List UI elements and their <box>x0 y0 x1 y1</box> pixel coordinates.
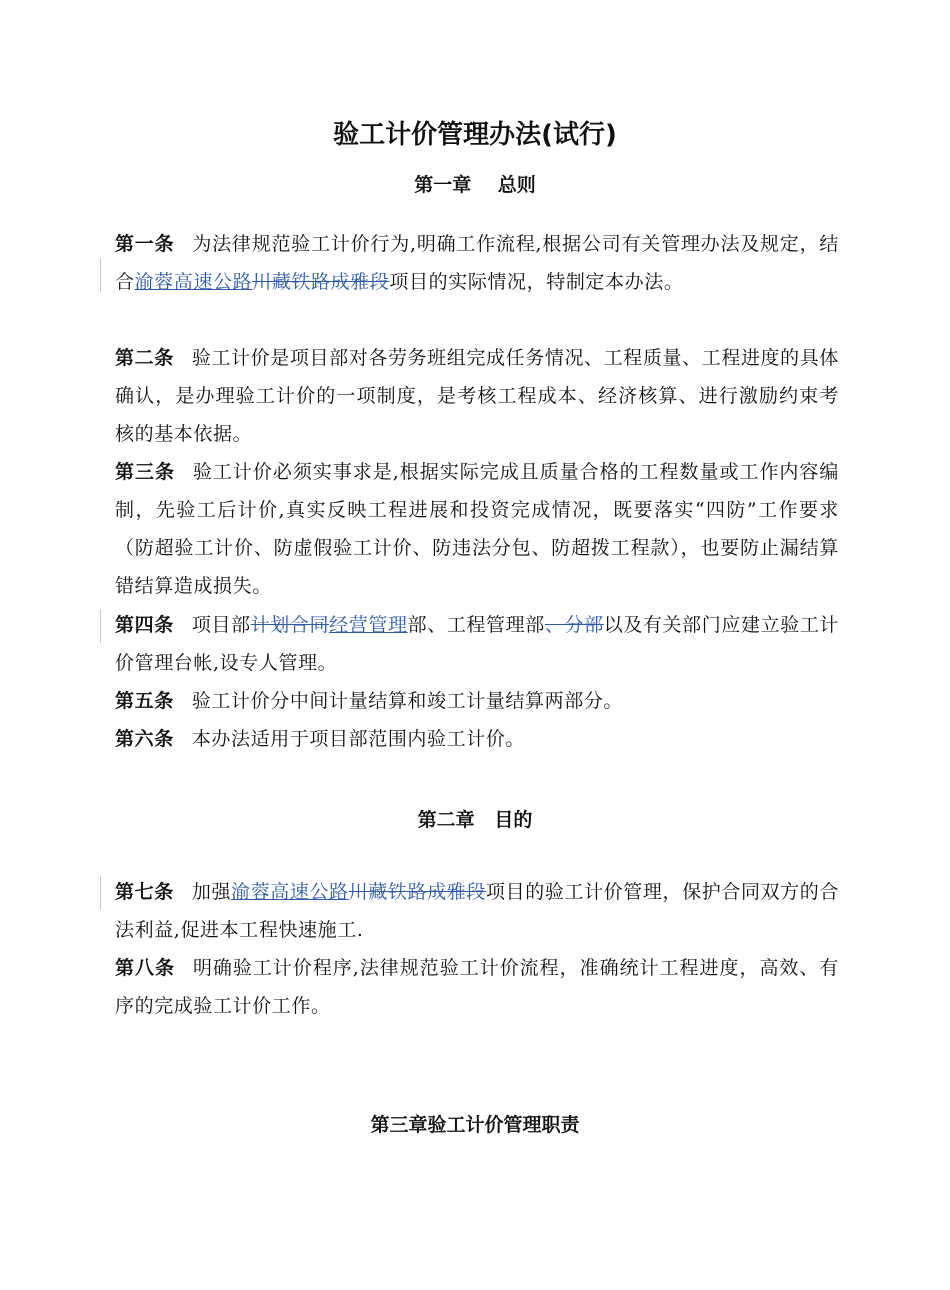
article-3-text: 验工计价必须实事求是,根据实际完成且质量合格的工程数量或工作内容编制，先验工后计价,真实反映工程进展和投资完成情况，既要落实“四防”工作要求（防超验工计价、防虚假验工计价、防违法分包、防超拨工程款），也要防止漏结算错结算造成损失。 <box>115 461 839 597</box>
article-1-text-2: 项目的实际情况，特制定本办法。 <box>389 271 684 293</box>
deleted-text: 、分部 <box>544 614 604 636</box>
article-5-text: 验工计价分中间计量结算和竣工计量结算两部分。 <box>191 690 624 712</box>
article-7-text-2: 项目的验工计价管理，保护合同双方的合法利益,促进本工程快速施工. <box>115 881 840 941</box>
chapter-2-heading: 第二章 目的 <box>417 809 533 831</box>
article-6 <box>115 720 839 758</box>
article-5 <box>115 682 839 720</box>
article-8-text: 明确验工计价程序,法律规范验工计价流程，准确统计工程进度，高效、有序的完成验工计价工作。 <box>115 957 839 1017</box>
chapter-3-heading: 第三章验工计价管理职责 <box>370 1114 580 1136</box>
article-5-label: 第五条 <box>115 690 174 712</box>
document-title: 验工计价管理办法(试行) <box>333 120 617 150</box>
article-8-label: 第八条 <box>115 957 175 979</box>
inserted-text: 渝蓉高速公路 <box>134 271 253 293</box>
article-2-text: 验工计价是项目部对各劳务班组完成任务情况、工程质量、工程进度的具体确认，是办理验工计价的一项制度，是考核工程成本、经济核算、进行激励约束考核的基本依据。 <box>115 347 839 445</box>
article-7 <box>115 873 839 949</box>
article-3 <box>115 453 839 605</box>
inserted-text: 渝蓉高速公路 <box>231 881 349 903</box>
article-7-label: 第七条 <box>115 881 174 903</box>
article-1 <box>115 225 839 301</box>
article-6-text: 本办法适用于项目部范围内验工计价。 <box>191 728 526 750</box>
article-4-text-1: 项目部 <box>191 614 251 636</box>
deleted-text: 川藏铁路成雅段 <box>252 271 390 293</box>
article-1-text-1: 为法律规范验工计价行为,明确工作流程,根据公司有关管理办法及规定，结合 <box>115 233 839 293</box>
article-6-label: 第六条 <box>115 728 174 750</box>
revision-bar <box>100 876 101 910</box>
article-7-text-1: 加强 <box>191 881 232 903</box>
article-4-text-3: 以及有关部门应建立验工计价管理台帐,设专人管理。 <box>115 614 840 674</box>
article-4-label: 第四条 <box>115 614 174 636</box>
article-1-label: 第一条 <box>115 233 175 255</box>
revision-bar <box>100 258 101 292</box>
article-4 <box>115 606 839 682</box>
inserted-text: 经营管理 <box>329 614 408 636</box>
chapter-1-heading: 第一章 总则 <box>414 174 536 196</box>
article-2-label: 第二条 <box>115 347 174 369</box>
article-3-label: 第三条 <box>115 461 175 483</box>
deleted-text: 川藏铁路成雅段 <box>348 881 487 903</box>
deleted-text: 计划合同 <box>250 614 330 636</box>
article-2 <box>115 339 839 453</box>
revision-bar <box>100 609 101 643</box>
article-4-text-2: 部、工程管理部 <box>407 614 545 636</box>
article-8 <box>115 949 839 1025</box>
